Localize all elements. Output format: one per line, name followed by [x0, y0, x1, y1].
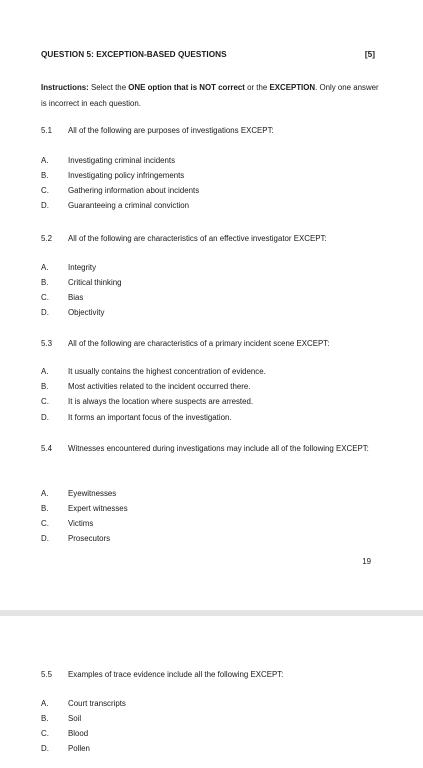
- option-5-1-a: [41, 155, 175, 167]
- option-letter: B.: [41, 171, 49, 180]
- option-5-5-a: [41, 698, 126, 710]
- option-letter: D.: [41, 413, 49, 422]
- question-number: 5.3: [41, 339, 52, 348]
- option-text: Eyewitnesses: [68, 489, 117, 498]
- option-text: Blood: [68, 729, 89, 738]
- option-text: Investigating policy infringements: [68, 171, 185, 180]
- section-title: QUESTION 5: EXCEPTION-BASED QUESTIONS: [41, 50, 227, 59]
- option-letter: D.: [41, 534, 49, 543]
- option-text: It usually contains the highest concentration of evidence.: [68, 367, 266, 376]
- option-letter: D.: [41, 201, 49, 210]
- option-text: Expert witnesses: [68, 504, 128, 513]
- question-text: All of the following are characteristics of an effective investigator EXCEPT:: [68, 234, 327, 243]
- option-letter: C.: [41, 519, 49, 528]
- option-5-4-a: [41, 488, 116, 500]
- option-5-5-d: [41, 743, 90, 755]
- question-text: All of the following are characteristics of a primary incident scene EXCEPT:: [68, 339, 330, 348]
- option-5-3-b: [41, 381, 250, 393]
- question-5-1: [41, 123, 379, 138]
- option-text: Bias: [68, 293, 84, 302]
- option-5-4-c: [41, 518, 93, 530]
- option-letter: A.: [41, 367, 49, 376]
- option-text: Victims: [68, 519, 94, 528]
- question-5-4: [41, 441, 379, 456]
- option-text: Court transcripts: [68, 699, 126, 708]
- option-text: Critical thinking: [68, 278, 122, 287]
- option-text: Integrity: [68, 263, 97, 272]
- option-letter: A.: [41, 263, 49, 272]
- section-header: [41, 50, 375, 59]
- question-number: 5.2: [41, 234, 52, 243]
- option-letter: A.: [41, 489, 49, 498]
- option-text: Soil: [68, 714, 82, 723]
- instructions: [41, 80, 379, 112]
- option-5-2-b: [41, 277, 122, 289]
- question-number: 5.4: [41, 444, 52, 453]
- option-letter: A.: [41, 156, 49, 165]
- option-5-2-a: [41, 262, 96, 274]
- option-5-3-c: [41, 396, 253, 408]
- option-5-1-c: [41, 185, 199, 197]
- option-letter: C.: [41, 729, 49, 738]
- option-5-5-c: [41, 728, 88, 740]
- option-text: Most activities related to the incident occurred there.: [68, 382, 251, 391]
- option-5-2-c: [41, 292, 83, 304]
- question-number: 5.1: [41, 126, 52, 135]
- option-text: Gathering information about incidents: [68, 186, 200, 195]
- option-text: Objectivity: [68, 308, 105, 317]
- option-5-1-b: [41, 170, 184, 182]
- question-number: 5.5: [41, 670, 52, 679]
- option-text: Prosecutors: [68, 534, 111, 543]
- option-5-3-a: [41, 366, 266, 378]
- option-5-4-b: [41, 503, 128, 515]
- option-letter: A.: [41, 699, 49, 708]
- instructions-bold-1: ONE option that is NOT correct: [128, 83, 245, 92]
- option-5-5-b: [41, 713, 81, 725]
- option-letter: C.: [41, 397, 49, 406]
- instructions-text-2: or the: [244, 83, 270, 92]
- option-text: It forms an important focus of the investigation.: [68, 413, 232, 422]
- instructions-text-1: Select the: [88, 83, 129, 92]
- instructions-text-3: . Only one answer is incorrect in each question.: [41, 83, 379, 108]
- option-letter: B.: [41, 382, 49, 391]
- option-5-1-d: [41, 200, 189, 212]
- question-text: Examples of trace evidence include all the following EXCEPT:: [68, 670, 284, 679]
- option-letter: C.: [41, 186, 49, 195]
- option-text: Guaranteeing a criminal conviction: [68, 201, 190, 210]
- option-letter: B.: [41, 278, 49, 287]
- option-text: Investigating criminal incidents: [68, 156, 176, 165]
- question-5-5: [41, 667, 379, 682]
- section-marks: [5]: [364, 50, 375, 59]
- question-5-3: [41, 336, 379, 351]
- option-letter: C.: [41, 293, 49, 302]
- option-text: It is always the location where suspects are arrested.: [68, 397, 254, 406]
- option-5-4-d: [41, 533, 110, 545]
- option-text: Pollen: [68, 744, 90, 753]
- option-letter: B.: [41, 714, 49, 723]
- question-5-2: [41, 231, 379, 246]
- instructions-bold-2: EXCEPTION: [269, 83, 316, 92]
- instructions-label: Instructions:: [41, 83, 89, 92]
- option-5-2-d: [41, 307, 104, 319]
- question-text: All of the following are purposes of investigations EXCEPT:: [68, 126, 274, 135]
- question-text: Witnesses encountered during investigations may include all of the following EXCEPT:: [68, 444, 369, 453]
- option-5-3-d: [41, 412, 232, 424]
- option-letter: D.: [41, 308, 49, 317]
- page-number: 19: [362, 557, 371, 566]
- option-letter: D.: [41, 744, 49, 753]
- option-letter: B.: [41, 504, 49, 513]
